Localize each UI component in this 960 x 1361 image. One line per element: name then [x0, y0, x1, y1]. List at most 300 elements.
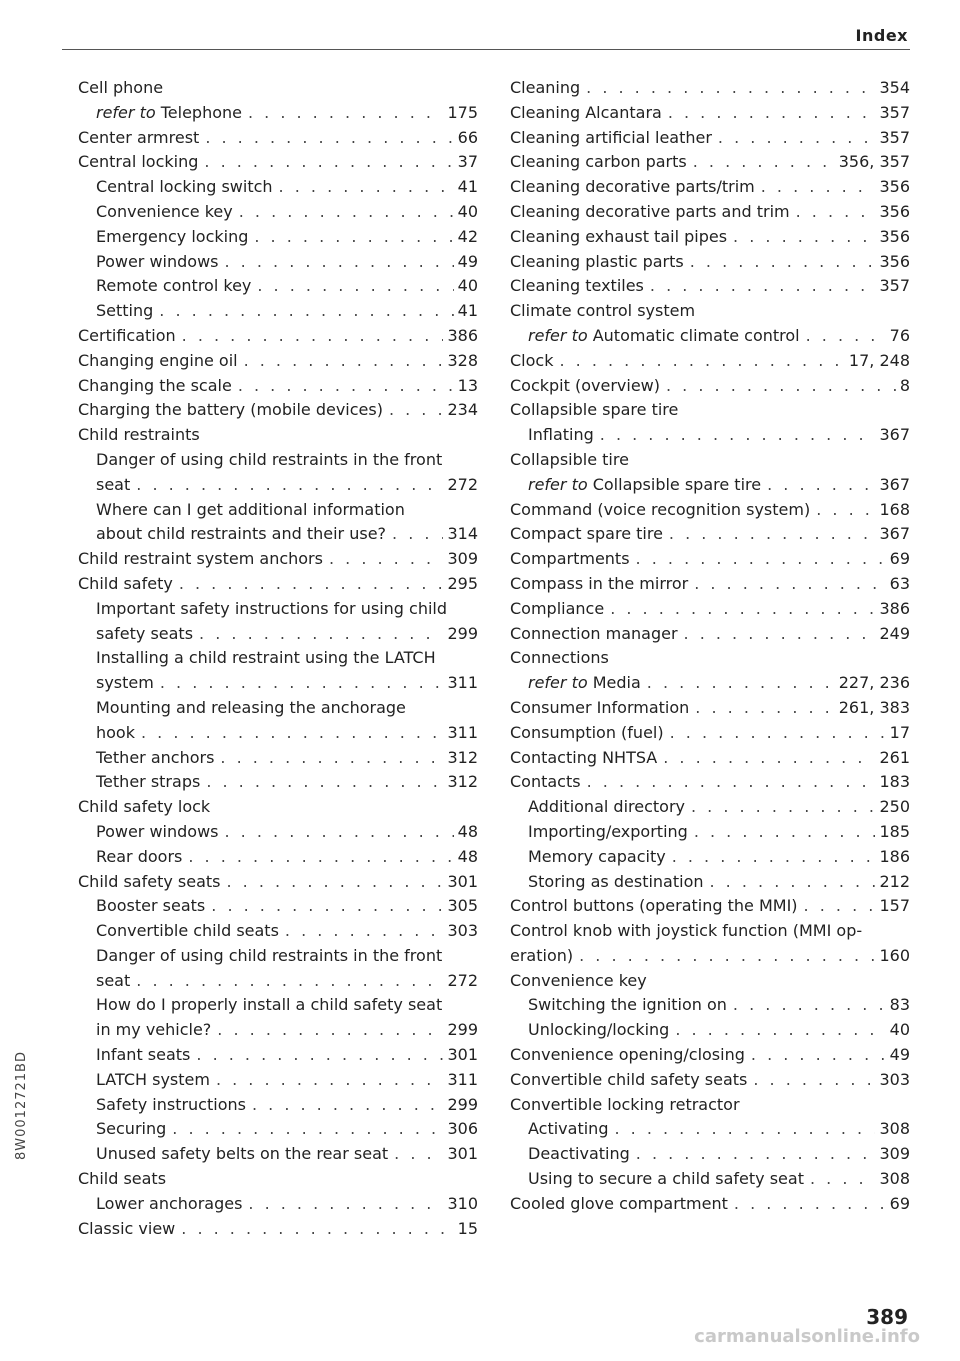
dot-leader — [650, 274, 876, 299]
dot-leader — [216, 1068, 444, 1093]
dot-leader — [225, 820, 454, 845]
dot-leader — [636, 547, 886, 572]
dot-leader — [279, 175, 454, 200]
index-entry-term: Compass in the mirror — [510, 573, 689, 593]
index-entry — [78, 547, 478, 572]
index-entry-term: Cleaning — [510, 78, 581, 97]
index-entry-page: 310 — [447, 1193, 478, 1213]
index-entry-term: Emergency locking — [96, 226, 249, 246]
dot-leader — [718, 126, 876, 151]
index-entry — [510, 225, 910, 250]
index-entry-term: Cleaning textiles — [510, 276, 644, 296]
page-header-title: Index — [855, 26, 908, 45]
index-entry-page: 311 — [447, 673, 478, 693]
dot-leader — [675, 1018, 885, 1043]
index-entry — [78, 1167, 478, 1192]
index-entry-term: Connections — [510, 648, 609, 668]
dot-leader — [559, 349, 844, 374]
index-entry-term: Cooled glove compartment — [510, 1193, 728, 1213]
dot-leader — [179, 572, 444, 597]
index-entry-page: 48 — [457, 846, 478, 866]
index-entry-page: 311 — [447, 1069, 478, 1089]
index-entry — [78, 473, 478, 498]
index-entry — [78, 845, 478, 870]
index-entry — [510, 1117, 910, 1142]
index-entry-term: Storing as destination — [528, 871, 704, 891]
index-entry — [78, 349, 478, 374]
dot-leader — [248, 1192, 443, 1217]
index-entry-term: Deactivating — [528, 1144, 630, 1164]
dot-leader — [204, 150, 453, 175]
index-entry-page: 42 — [457, 226, 478, 246]
index-entry-term: Clock — [510, 350, 554, 370]
cross-reference-prefix: refer to — [528, 474, 588, 494]
dot-leader — [141, 721, 443, 746]
index-entry-term: Importing/exporting — [528, 821, 688, 841]
index-entry-term: seat — [96, 970, 131, 990]
index-entry-page: 15 — [457, 1218, 478, 1238]
index-entry-page: 49 — [889, 1045, 910, 1065]
index-entry — [78, 126, 478, 151]
index-entry-term: Collapsible spare tire — [510, 400, 679, 420]
index-entry — [510, 894, 910, 919]
index-entry-term: Switching the ignition on — [528, 995, 727, 1015]
dot-leader — [734, 1192, 886, 1217]
index-entry — [78, 919, 478, 944]
index-entry-page: 328 — [447, 350, 478, 370]
index-entry-term: eration) — [510, 945, 574, 965]
index-entry — [510, 696, 910, 721]
index-entry — [78, 274, 478, 299]
dot-leader — [329, 547, 443, 572]
index-entry-page: 261, 383 — [838, 697, 910, 717]
index-entry-term: Child safety lock — [78, 797, 211, 817]
dot-leader — [238, 374, 454, 399]
index-column-right — [510, 76, 910, 1217]
index-entry-term: Convertible locking retractor — [510, 1094, 740, 1114]
dot-leader — [248, 101, 443, 126]
index-entry-page: 305 — [447, 896, 478, 916]
index-entry — [510, 1018, 910, 1043]
index-entry-term: Connection manager — [510, 623, 678, 643]
index-entry — [78, 76, 478, 101]
dot-leader — [733, 993, 886, 1018]
dot-leader — [181, 1217, 453, 1242]
index-entry-term: Memory capacity — [528, 846, 666, 866]
index-entry — [78, 299, 478, 324]
dot-leader — [684, 622, 876, 647]
index-entry — [510, 572, 910, 597]
index-entry-page: 303 — [447, 921, 478, 941]
dot-leader — [668, 101, 876, 126]
index-entry — [510, 299, 910, 324]
dot-leader — [239, 200, 454, 225]
cross-reference-prefix: refer to — [528, 325, 588, 345]
index-entry-page: 183 — [879, 772, 910, 792]
dot-leader — [691, 795, 875, 820]
index-entry-term — [96, 101, 242, 126]
index-entry-term: Important safety instructions for using child — [96, 598, 448, 618]
index-entry — [510, 721, 910, 746]
index-entry — [510, 274, 910, 299]
dot-leader — [614, 1117, 875, 1142]
index-entry — [78, 200, 478, 225]
index-entry — [510, 919, 910, 944]
index-entry-page: 48 — [457, 821, 478, 841]
index-entry — [510, 398, 910, 423]
index-entry — [510, 448, 910, 473]
index-entry — [510, 969, 910, 994]
index-entry-page: 63 — [889, 573, 910, 593]
cross-reference-prefix: refer to — [96, 102, 156, 122]
index-entry-page: 386 — [447, 325, 478, 345]
dot-leader — [733, 225, 875, 250]
index-entry-term: Changing engine oil — [78, 350, 238, 370]
index-entry — [78, 175, 478, 200]
index-entry-page: 356 — [879, 226, 910, 246]
dot-leader — [188, 845, 453, 870]
index-entry — [510, 993, 910, 1018]
index-entry — [78, 671, 478, 696]
index-entry-term: Convenience key — [510, 970, 647, 990]
index-entry-term: Cleaning exhaust tail pipes — [510, 226, 728, 246]
dot-leader — [217, 1018, 443, 1043]
index-entry — [78, 993, 478, 1018]
index-entry-term: Lower anchorages — [96, 1193, 243, 1213]
index-entry — [510, 473, 910, 498]
dot-leader — [816, 498, 875, 523]
index-entry-page: 272 — [447, 474, 478, 494]
index-entry — [78, 324, 478, 349]
index-entry — [510, 324, 910, 349]
index-entry — [78, 1093, 478, 1118]
index-entry — [510, 200, 910, 225]
index-entry — [78, 398, 478, 423]
index-entry — [510, 1068, 910, 1093]
index-entry-term: Convenience key — [96, 201, 233, 221]
index-entry-page: 157 — [879, 896, 910, 916]
index-entry-page: 295 — [447, 573, 478, 593]
index-entry-term: system — [96, 673, 154, 693]
index-entry-page: 249 — [879, 623, 910, 643]
dot-leader — [670, 721, 886, 746]
index-entry-page: 234 — [447, 400, 478, 420]
index-entry — [78, 1043, 478, 1068]
index-entry — [78, 870, 478, 895]
index-entry-page: 299 — [447, 1094, 478, 1114]
dot-leader — [753, 1068, 875, 1093]
dot-leader — [225, 250, 454, 275]
index-entry-page: 303 — [879, 1069, 910, 1089]
index-entry-term: Convenience opening/closing — [510, 1045, 745, 1065]
index-entry-term: Compliance — [510, 598, 605, 618]
index-entry-page: 357 — [879, 102, 910, 122]
dot-leader — [690, 250, 876, 275]
index-entry-term — [528, 324, 800, 349]
index-entry — [510, 845, 910, 870]
index-entry-term: How do I properly install a child safety seat — [96, 995, 443, 1015]
index-entry-term: Mounting and releasing the anchorage — [96, 697, 406, 717]
index-entry-term — [528, 473, 761, 498]
index-entry-term: Unlocking/locking — [528, 1020, 670, 1040]
index-entry — [510, 374, 910, 399]
index-entry — [510, 820, 910, 845]
index-entry — [78, 646, 478, 671]
dot-leader — [226, 870, 443, 895]
index-entry-page: 299 — [447, 1020, 478, 1040]
index-entry-term: Infant seats — [96, 1045, 191, 1065]
index-entry-page: 356, 357 — [838, 152, 910, 172]
dot-leader — [694, 572, 885, 597]
index-entry-page: 356 — [879, 177, 910, 197]
index-entry — [510, 1192, 910, 1217]
dot-leader — [172, 1117, 443, 1142]
index-entry-term: Consumption (fuel) — [510, 722, 664, 742]
dot-leader — [710, 870, 876, 895]
index-entry-page: 40 — [457, 276, 478, 296]
dot-leader — [257, 274, 453, 299]
index-entry — [510, 250, 910, 275]
index-entry-term: Cleaning artificial leather — [510, 127, 712, 147]
index-entry-term: Child safety seats — [78, 871, 221, 891]
index-entry-term: Cleaning Alcantara — [510, 102, 662, 122]
index-entry-term: Classic view — [78, 1218, 176, 1238]
index-entry — [78, 721, 478, 746]
dot-leader — [810, 1167, 875, 1192]
index-entry-term: Cleaning carbon parts — [510, 152, 687, 172]
index-entry-page: 367 — [879, 524, 910, 544]
index-entry-term: Child seats — [78, 1169, 167, 1189]
index-entry-term: Remote control key — [96, 276, 252, 296]
cross-reference-target: Collapsible spare tire — [592, 474, 762, 494]
index-entry — [78, 1217, 478, 1242]
index-entry-term: Contacting NHTSA — [510, 747, 658, 767]
index-entry — [78, 696, 478, 721]
index-entry — [510, 175, 910, 200]
index-entry-term: Tether anchors — [96, 747, 215, 767]
index-entry-page: 160 — [879, 945, 910, 965]
dot-leader — [586, 76, 875, 101]
index-entry — [78, 1018, 478, 1043]
dot-leader — [672, 845, 876, 870]
index-entry — [78, 448, 478, 473]
index-entry-term: Child safety — [78, 573, 173, 593]
index-entry-page: 308 — [879, 1119, 910, 1139]
index-entry-term: Cleaning plastic parts — [510, 251, 684, 271]
index-entry-page: 41 — [457, 177, 478, 197]
dot-leader — [254, 225, 453, 250]
index-entry — [510, 547, 910, 572]
index-entry-term: Inflating — [528, 425, 594, 445]
index-entry — [78, 374, 478, 399]
index-entry-term: Cell phone — [78, 78, 164, 97]
cross-reference-target: Media — [592, 673, 641, 693]
index-entry-term: Safety instructions — [96, 1094, 246, 1114]
index-entry — [510, 1142, 910, 1167]
index-entry-term: hook — [96, 722, 135, 742]
index-entry-term: Convertible child seats — [96, 921, 279, 941]
dot-leader — [220, 746, 443, 771]
index-entry — [510, 423, 910, 448]
index-entry-term: Cleaning decorative parts/trim — [510, 177, 755, 197]
index-entry — [510, 522, 910, 547]
index-entry-term: Using to secure a child safety seat — [528, 1169, 804, 1189]
index-entry-term: Activating — [528, 1119, 609, 1139]
index-entry — [78, 1142, 478, 1167]
index-entry-term: Where can I get additional information — [96, 499, 405, 519]
index-entry-term: Child restraints — [78, 425, 200, 445]
dot-leader — [205, 126, 453, 151]
index-entry — [78, 101, 478, 126]
dot-leader — [392, 522, 443, 547]
index-entry-term: about child restraints and their use? — [96, 524, 387, 544]
index-entry — [510, 101, 910, 126]
page-number: 389 — [866, 1305, 908, 1329]
index-entry-page: 357 — [879, 127, 910, 147]
index-entry-page: 41 — [457, 301, 478, 321]
dot-leader — [587, 770, 876, 795]
dot-leader — [600, 423, 876, 448]
index-entry-page: 309 — [447, 549, 478, 569]
index-entry-page: 356 — [879, 201, 910, 221]
index-entry — [510, 795, 910, 820]
dot-leader — [610, 597, 875, 622]
index-entry-term: Climate control system — [510, 301, 696, 321]
watermark: carmanualsonline.info — [694, 1326, 920, 1347]
index-entry — [78, 225, 478, 250]
index-entry-term: Contacts — [510, 772, 581, 792]
index-entry — [78, 1192, 478, 1217]
index-entry-page: 186 — [879, 846, 910, 866]
index-entry — [78, 944, 478, 969]
index-entry-page: 83 — [889, 995, 910, 1015]
index-entry — [510, 597, 910, 622]
index-entry-term: Cleaning decorative parts and trim — [510, 201, 790, 221]
index-entry-page: 354 — [879, 78, 910, 97]
index-entry-term: Central locking — [78, 152, 199, 172]
index-entry-page: 367 — [879, 425, 910, 445]
index-entry — [510, 150, 910, 175]
dot-leader — [806, 324, 886, 349]
index-entry-term: Center armrest — [78, 127, 200, 147]
dot-leader — [666, 374, 896, 399]
index-entry-page: 13 — [457, 375, 478, 395]
dot-leader — [694, 820, 876, 845]
index-entry — [510, 944, 910, 969]
dot-leader — [796, 200, 876, 225]
index-entry-term: safety seats — [96, 623, 194, 643]
index-entry-term: Central locking switch — [96, 177, 273, 197]
index-entry-page: 367 — [879, 474, 910, 494]
index-entry — [78, 746, 478, 771]
index-entry — [78, 894, 478, 919]
index-entry-page: 301 — [447, 1045, 478, 1065]
index-entry-page: 76 — [889, 325, 910, 345]
index-entry — [78, 597, 478, 622]
index-column-left — [78, 76, 478, 1241]
index-entry-term: Additional directory — [528, 797, 685, 817]
index-entry — [78, 1068, 478, 1093]
index-entry-term: Certification — [78, 325, 176, 345]
dot-leader — [252, 1093, 443, 1118]
index-entry-page: 69 — [889, 1193, 910, 1213]
dot-leader — [695, 696, 834, 721]
index-entry-term: Compact spare tire — [510, 524, 663, 544]
index-entry-term: seat — [96, 474, 131, 494]
dot-leader — [136, 473, 443, 498]
index-entry-term: Booster seats — [96, 896, 206, 916]
index-entry — [78, 572, 478, 597]
dot-leader — [160, 671, 444, 696]
index-entry-page: 301 — [447, 1144, 478, 1164]
index-entry-page: 312 — [447, 772, 478, 792]
index-entry-term: Power windows — [96, 821, 219, 841]
dot-leader — [579, 944, 875, 969]
index-entry — [510, 746, 910, 771]
index-entry-page: 299 — [447, 623, 478, 643]
index-entry-page: 250 — [879, 797, 910, 817]
dot-leader — [669, 522, 876, 547]
index-entry — [78, 423, 478, 448]
document-code: 8W0012721BD — [14, 1051, 29, 1160]
index-entry — [510, 76, 910, 101]
dot-leader — [693, 150, 835, 175]
index-entry-term: in my vehicle? — [96, 1020, 212, 1040]
index-entry — [510, 1167, 910, 1192]
index-entry-page: 69 — [889, 549, 910, 569]
index-entry-term: Control buttons (operating the MMI) — [510, 896, 798, 916]
index-entry-page: 306 — [447, 1119, 478, 1139]
index-entry-page: 175 — [447, 102, 478, 122]
index-entry — [78, 1117, 478, 1142]
index-entry-page: 212 — [879, 871, 910, 891]
dot-leader — [211, 894, 443, 919]
index-entry — [510, 498, 910, 523]
index-entry — [78, 795, 478, 820]
dot-leader — [389, 398, 444, 423]
index-entry-term: Convertible child safety seats — [510, 1069, 748, 1089]
cross-reference-target: Automatic climate control — [592, 325, 800, 345]
index-entry-term: Command (voice recognition system) — [510, 499, 811, 519]
dot-leader — [751, 1043, 886, 1068]
index-entry-term: Changing the scale — [78, 375, 232, 395]
index-entry-page: 272 — [447, 970, 478, 990]
index-entry-page: 37 — [457, 152, 478, 172]
dot-leader — [199, 622, 443, 647]
index-entry-term: Installing a child restraint using the LATCH — [96, 648, 436, 668]
index-entry — [510, 1043, 910, 1068]
index-entry-page: 301 — [447, 871, 478, 891]
index-entry-term: Unused safety belts on the rear seat — [96, 1144, 389, 1164]
index-entry-page: 168 — [879, 499, 910, 519]
index-entry-term: Rear doors — [96, 846, 183, 866]
index-entry-page: 40 — [889, 1020, 910, 1040]
index-entry-page: 17, 248 — [848, 350, 910, 370]
index-entry-page: 227, 236 — [838, 673, 910, 693]
index-entry-term: Tether straps — [96, 772, 201, 792]
dot-leader — [647, 671, 835, 696]
index-entry-page: 312 — [447, 747, 478, 767]
index-entry — [78, 622, 478, 647]
index-entry-page: 309 — [879, 1144, 910, 1164]
dot-leader — [663, 746, 875, 771]
dot-leader — [136, 969, 443, 994]
index-entry — [510, 126, 910, 151]
index-entry — [510, 870, 910, 895]
index-entry-term: Power windows — [96, 251, 219, 271]
index-entry — [78, 820, 478, 845]
dot-leader — [636, 1142, 876, 1167]
